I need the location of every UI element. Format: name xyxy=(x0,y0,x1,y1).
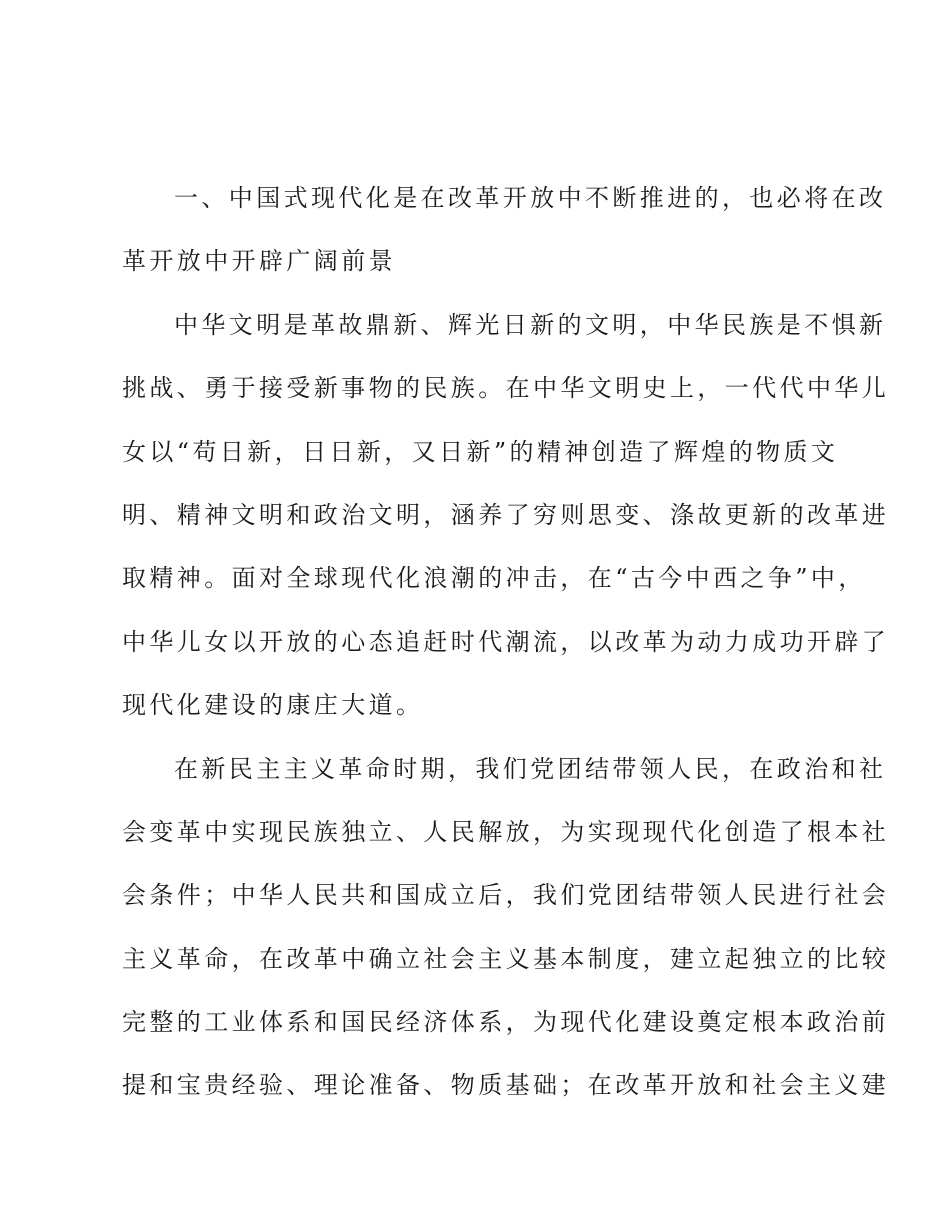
paragraph-line: 提和宝贵经验、理论准备、物质基础；在改革开放和社会主义建 xyxy=(122,1071,890,1100)
paragraph-line: 主义革命，在改革中确立社会主义基本制度，建立起独立的比较 xyxy=(122,944,890,973)
paragraph-line: 取精神。面对全球现代化浪潮的冲击，在“古今中西之争”中， xyxy=(122,564,866,593)
paragraph-line: 会变革中实现民族独立、人民解放，为实现现代化创造了根本社 xyxy=(122,817,890,846)
paragraph-line: 现代化建设的康庄大道。 xyxy=(122,691,424,720)
paragraph-line: 中华文明是革故鼎新、辉光日新的文明，中华民族是不惧新 xyxy=(174,310,887,339)
paragraph-2 xyxy=(122,747,890,1108)
paragraph-line: 在新民主主义革命时期，我们党团结带领人民，在政治和社 xyxy=(174,754,887,783)
paragraph-line: 完整的工业体系和国民经济体系，为现代化建设奠定根本政治前 xyxy=(122,1008,890,1037)
paragraph-line: 会条件；中华人民共和国成立后，我们党团结带领人民进行社会 xyxy=(122,881,890,910)
heading-line: 一、中国式现代化是在改革开放中不断推进的，也必将在改 xyxy=(174,184,887,212)
section-heading xyxy=(122,176,887,283)
paragraph-line: 明、精神文明和政治文明，涵养了穷则思变、涤故更新的改革进 xyxy=(122,500,890,529)
paragraph-line: 中华儿女以开放的心态追赶时代潮流，以改革为动力成功开辟了 xyxy=(122,627,890,656)
paragraph-1 xyxy=(122,303,890,727)
paragraph-line: 女以“苟日新，日日新，又日新”的精神创造了辉煌的物质文 xyxy=(122,437,839,466)
document-body xyxy=(122,176,890,1127)
paragraph-line: 挑战、勇于接受新事物的民族。在中华文明史上，一代代中华儿 xyxy=(122,374,890,403)
heading-line: 革开放中开辟广阔前景 xyxy=(122,247,396,276)
